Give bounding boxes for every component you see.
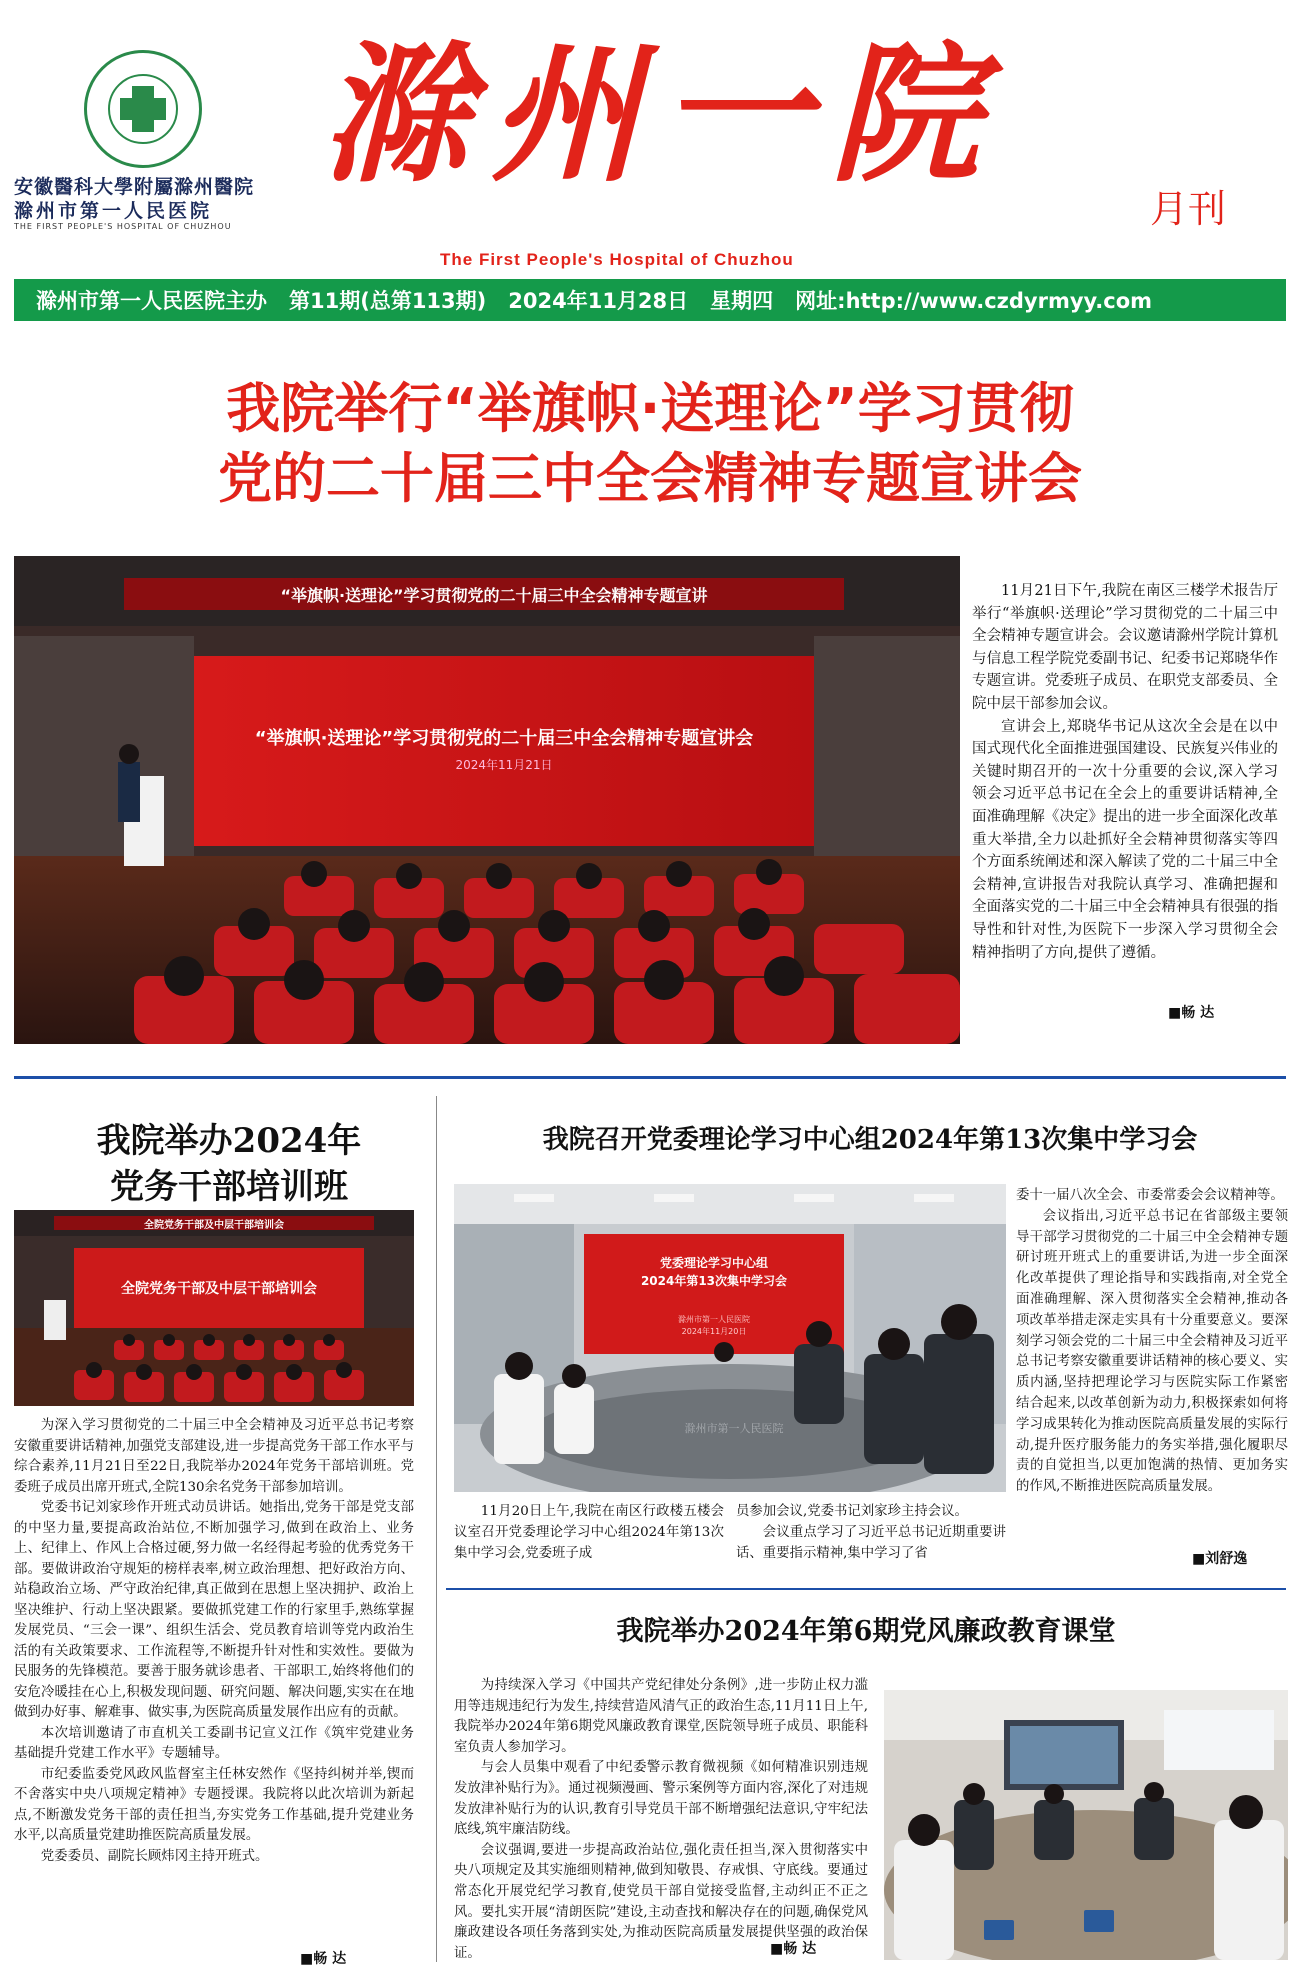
study-paragraph-1b: 员参加会议,党委书记刘家珍主持会议。 (736, 1504, 968, 1519)
training-headline-line-2: 党务干部培训班 (110, 1167, 348, 1207)
integrity-paragraph-1: 为持续深入学习《中国共产党纪律处分条例》,进一步防止权力滥用等违规违纪行为发生,持续营造风清气正的政治生态,11月11日上午,我院举办2024年第6期党风廉政教育课堂,医院领导班子成员、职能科室负责人参加学习。 (454, 1678, 868, 1755)
study-paragraph-4: 会议指出,习近平总书记在省部级主要领导干部学习贯彻党的二十届三中全会精神专题研讨班开班式上的重要讲话,为进一步全面深化改革提供了理论指导和实践指南,对全党全面准确理解、深入贯彻落实全会精神,推动各项改革举措走深走实具有十分重要意义。要深刻学习领会党的二十届三中全会精神及习近平总书记考察安徽重要讲话精神的核心要义、实质内涵,坚持把理论学习与医院实际工作紧密结合起来,以改革创新为动力,积极探索如何将学习成果转化为推动医院高质量发展的实际行动,提升医疗服务能力的务实举措,强化履职尽责的自觉担当,以更加饱满的热情、更加务实的作风,不断推进医院高质量发展。 (1016, 1208, 1288, 1495)
study-photo-screen-1: 党委理论学习中心组 (659, 1256, 768, 1270)
training-headline (14, 1118, 444, 1210)
training-paragraph-5: 党委委员、副院长顾炜冈主持开班式。 (40, 1848, 269, 1864)
training-paragraph-4: 市纪委监委党风政风监督室主任林安然作《坚持纠树并举,锲而不舍落实中央八项规定精神》专题授课。我院将以此次培训为新起点,不断激发党务干部的责任担当,夯实党务工作基础,提升党建业务水平,以高质量党建助推医院高质量发展。 (14, 1766, 414, 1843)
training-photo-screen: 全院党务干部及中层干部培训会 (121, 1281, 317, 1297)
lead-photo (14, 556, 960, 1044)
masthead (0, 0, 1300, 280)
issue-date: 2024年11月28日 (508, 289, 689, 313)
integrity-paragraph-3: 会议强调,要进一步提高政治站位,强化责任担当,深入贯彻落实中央八项规定及其实施细则精神,做到知敬畏、存戒惧、守底线。要通过常态化开展党纪学习教育,使党员干部自觉接受监督,主动纠正不正之风。要扎实开展“清朗医院”建设,主动查找和解决存在的问题,确保党风廉政建设各项任务落到实处,为推动医院高质量发展提供坚强的政治保证。 (454, 1842, 868, 1961)
integrity-headline: 我院举办2024年第6期党风廉政教育课堂 (616, 1616, 1116, 1647)
lead-photo-screen-date: 2024年11月21日 (455, 758, 553, 772)
hospital-seal-icon (84, 50, 202, 168)
integrity-photo (884, 1690, 1288, 1960)
study-headline: 我院召开党委理论学习中心组2024年第13次集中学习会 (542, 1125, 1198, 1155)
study-photo (454, 1184, 1006, 1492)
lead-headline-line-1: 我院举行“举旗帜·送理论”学习贯彻 (226, 377, 1074, 440)
study-divider (446, 1588, 1286, 1590)
training-paragraph-1: 为深入学习贯彻党的二十届三中全会精神及习近平总书记考察安徽重要讲话精神,加强党支部建设,进一步提高党务干部工作水平与综合素养,11月21日至22日,我院举办2024年党务干部培训班。党委班子成员出席开班式,全院130余名党务干部参加培训。 (14, 1418, 414, 1495)
study-byline: ■刘舒逸 (1192, 1551, 1248, 1567)
column-divider (436, 1096, 437, 1962)
issue-info-bar (14, 279, 1286, 321)
study-photo-screen-3: 滁州市第一人民医院 (678, 1315, 750, 1324)
lead-paragraph-2: 宣讲会上,郑晓华书记从这次全会是在以中国式现代化全面推进强国建设、民族复兴伟业的关键时期召开的一次十分重要的会议,深入学习领会习近平总书记在全会上的重要讲话精神,全面准确理解《决定》提出的进一步全面深化改革重大举措,全力以赴抓好全会精神贯彻落实等四个方面系统阐述和深入解读了党的二十届三中全会精神,宣讲报告对我院认真学习、准确把握和全面落实党的二十届三中全会精神具有很强的指导性和针对性,为医院下一步深入学习贯彻全会精神指明了方向,提供了遵循。 (972, 718, 1278, 961)
hospital-logo (14, 50, 274, 231)
lead-byline: ■畅 达 (1168, 1005, 1215, 1021)
monthly-label: 月刊 (1150, 187, 1227, 231)
weekday: 星期四 (710, 289, 774, 313)
integrity-body (454, 1676, 868, 1964)
training-byline: ■畅 达 (300, 1951, 347, 1967)
integrity-byline: ■畅 达 (770, 1941, 817, 1957)
institution-name: 安徽醫科大學附屬滁州醫院 (14, 176, 255, 198)
training-paragraph-2: 党委书记刘家珍作开班式动员讲话。她指出,党务干部是党支部的中坚力量,要提高政治站位,不断加强学习,做到在政治上、业务上、纪律上、作风上合格过硬,努力做一名经得起考验的优秀党务干部。要做讲政治守规矩的榜样表率,树立政治理想、把好政治方向、站稳政治立场、严守政治纪律,真正做到在思想上坚决拥护、政治上坚决维护、行动上坚决跟紧。要做抓党建工作的行家里手,熟练掌握发展党员、“三会一课”、组织生活会、党员教育培训等党内政治生活的有关政策要求、工作流程等,不断提升针对性和实效性。要做为民服务的先锋模范。要善于服务就诊患者、干部职工,始终将他们的安危冷暖挂在心上,积极发现问题、研究问题、解决问题,实实在在地做到办好事、解难事、做实事,为医院高质量发展作出应有的贡献。 (14, 1500, 414, 1720)
integrity-paragraph-2: 与会人员集中观看了中纪委警示教育微视频《如何精准识别违规发放津补贴行为》。通过视频漫画、警示案例等方面内容,深化了对违规发放津补贴行为的认识,教育引导党员干部不断增强纪法意识,守牢纪法底线,筑牢廉洁防线。 (454, 1760, 868, 1838)
study-body-mid (736, 1502, 1006, 1564)
newspaper-title: 滁州一院 (320, 27, 1001, 203)
study-paragraph-2: 会议重点学习了习近平总书记近期重要讲话、重要指示精神,集中学习了省 (736, 1524, 1006, 1561)
newspaper-title-en: The First People's Hospital of Chuzhou (440, 250, 794, 269)
study-paragraph-3: 委十一届八次全会、市委常委会会议精神等。 (1016, 1188, 1284, 1203)
lead-photo-banner: “举旗帜·送理论”学习贯彻党的二十届三中全会精神专题宣讲 (280, 586, 708, 605)
lead-headline (0, 374, 1300, 514)
study-photo-screen-4: 2024年11月20日 (681, 1327, 747, 1336)
section-divider (14, 1076, 1286, 1079)
training-headline-line-1: 我院举办2024年 (96, 1121, 362, 1161)
training-paragraph-3: 本次培训邀请了市直机关工委副书记宣义江作《筑牢党建业务基础提升党建工作水平》专题辅导。 (14, 1725, 414, 1761)
lead-photo-screen-title: “举旗帜·送理论”学习贯彻党的二十届三中全会精神专题宣讲会 (254, 728, 754, 749)
lead-paragraph-1: 11月21日下午,我院在南区三楼学术报告厅举行“举旗帜·送理论”学习贯彻党的二十届三中全会精神专题宣讲会。会议邀请滁州学院计算机与信息工程学院党委副书记、纪委书记郑晓华作专题宣讲。党委班子成员、在职党支部委员、全院中层干部参加会议。 (972, 583, 1278, 712)
study-photo-screen-2: 2024年第13次集中学习会 (640, 1274, 788, 1288)
lead-body (972, 580, 1278, 964)
study-body-right (1016, 1186, 1288, 1498)
issue-number: 第11期(总第113期) (289, 289, 487, 313)
lead-headline-line-2: 党的二十届三中全会精神专题宣讲会 (218, 447, 1082, 510)
training-photo (14, 1210, 414, 1406)
study-photo-reflection: 滁州市第一人民医院 (684, 1422, 784, 1435)
institution-name-en: THE FIRST PEOPLE'S HOSPITAL OF CHUZHOU (14, 222, 232, 231)
training-photo-banner: 全院党务干部及中层干部培训会 (144, 1220, 284, 1231)
study-paragraph-1: 11月20日上午,我院在南区行政楼五楼会议室召开党委理论学习中心组2024年第13次集中学习会,党委班子成 (454, 1504, 724, 1561)
study-body-left (454, 1502, 724, 1564)
training-body (14, 1416, 414, 1867)
institution-name-2: 滁州市第一人民医院 (14, 200, 213, 222)
website-link[interactable]: 网址:http://www.czdyrmyy.com (795, 289, 1153, 313)
publisher: 滁州市第一人民医院主办 (36, 289, 267, 313)
